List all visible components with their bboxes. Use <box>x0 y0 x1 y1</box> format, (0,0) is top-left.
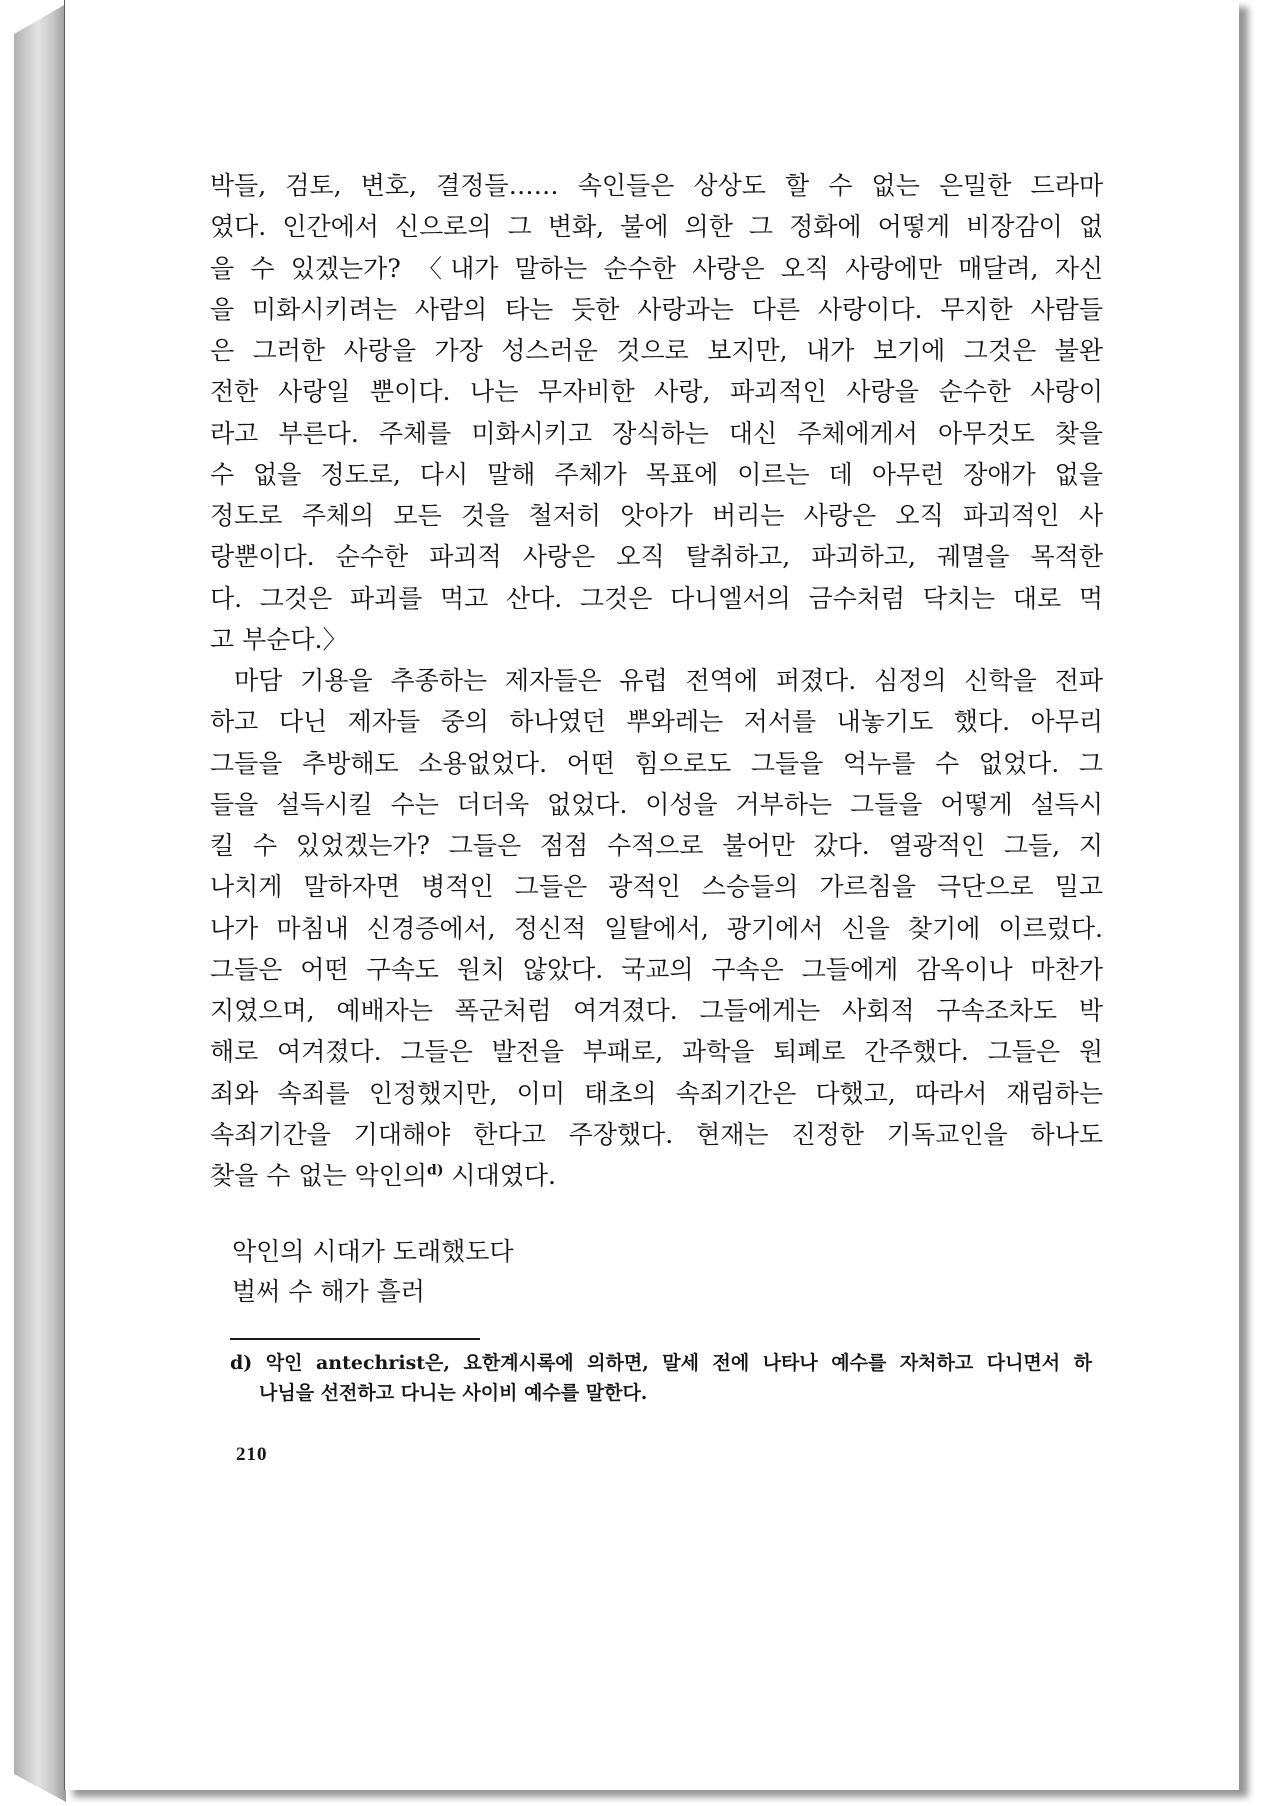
text-line: 박들, 검토, 변호, 결정들…… 속인들은 상상도 할 수 없는 은밀한 드라마 <box>210 171 1103 200</box>
text-line <box>210 1155 1103 1196</box>
text-segment: 시대였다. <box>443 1161 556 1190</box>
verse-line: 악인의 시대가 도래했도다 <box>232 1237 514 1266</box>
footnote-label: d) <box>230 1352 253 1374</box>
text-line: 전한 사랑일 뿐이다. 나는 무자비한 사랑, 파괴적인 사랑을 순수한 사랑이 <box>210 377 1103 407</box>
text-line: 지였으며, 예배자는 폭군처럼 여겨졌다. 그들에게는 사회적 구속조차도 박 <box>210 996 1103 1025</box>
verse-line: 벌써 수 해가 흘러 <box>232 1277 425 1306</box>
text-line: 해로 여겨졌다. 그들은 발전을 부패로, 과학을 퇴폐로 간주했다. 그들은 원 <box>210 1037 1103 1067</box>
text-line: 라고 부른다. 주체를 미화시키고 장식하는 대신 주체에게서 아무것도 찾을 <box>210 418 1103 448</box>
body-text <box>210 165 1103 1196</box>
text-line: 마담 기용을 추종하는 제자들은 유럽 전역에 퍼졌다. 심정의 신학을 전파 <box>234 666 1103 695</box>
text-line: 정도로 주체의 모든 것을 철저히 앗아가 버리는 사랑은 오직 파괴적인 사 <box>210 501 1103 530</box>
page-number: 210 <box>236 1444 268 1465</box>
text-line: 죄와 속죄를 인정했지만, 이미 태초의 속죄기간은 다했고, 따라서 재림하는 <box>210 1078 1103 1108</box>
text-line: 을 미화시키려는 사람의 타는 듯한 사랑과는 다른 사랑이다. 무지한 사람들 <box>210 294 1103 324</box>
text-line: 나가 마침내 신경증에서, 정신적 일탈에서, 광기에서 신을 찾기에 이르렀다. <box>210 913 1103 943</box>
text-line: 하고 다닌 제자들 중의 하나였던 뿌와레는 저서를 내놓기도 했다. 아무리 <box>210 707 1103 737</box>
text-line: 수 없을 정도로, 다시 말해 주체가 목표에 이르는 데 아무런 장애가 없을 <box>210 459 1103 489</box>
text-line: 속죄기간을 기대해야 한다고 주장했다. 현재는 진정한 기독교인을 하나도 <box>210 1119 1103 1149</box>
text-line: 들을 설득시킬 수는 더더욱 없었다. 이성을 거부하는 그들을 어떻게 설득시 <box>210 789 1103 819</box>
footnote-text: 악인 antechrist은, 요한계시록에 의하면, 말세 전에 나타나 예수를 자처하고 다니면서 하 <box>265 1352 1092 1374</box>
text-line: 그들은 어떤 구속도 원치 않았다. 국교의 구속은 그들에게 감옥이나 마찬가 <box>210 954 1103 984</box>
text-line: 나치게 말하자면 병적인 그들은 광적인 스승들의 가르침을 극단으로 밀고 <box>210 872 1103 902</box>
book-spine-edge <box>0 0 66 1806</box>
text-line: 은 그러한 사랑을 가장 성스러운 것으로 보지만, 내가 보기에 그것은 불완 <box>210 336 1103 365</box>
footnote-line: 나님을 선전하고 다니는 사이비 예수를 말한다. <box>259 1382 648 1404</box>
text-line: 랑뿐이다. 순수한 파괴적 사랑은 오직 탈취하고, 파괴하고, 궤멸을 목적한 <box>210 542 1103 572</box>
verse-block <box>232 1232 514 1312</box>
footnote-reference: d) <box>427 1162 444 1179</box>
text-line: 다. 그것은 파괴를 먹고 산다. 그것은 다니엘서의 금수처럼 닥치는 대로 먹 <box>210 583 1103 613</box>
footnote-rule <box>230 1338 480 1340</box>
text-line: 그들을 추방해도 소용없었다. 어떤 힘으로도 그들을 억누를 수 없었다. 그 <box>210 748 1103 778</box>
paragraph <box>210 660 1103 1196</box>
text-line: 을 수 있겠는가? 〈내가 말하는 순수한 사랑은 오직 사랑에만 매달려, 자신 <box>210 253 1103 283</box>
text-segment: 찾을 수 없는 악인의 <box>210 1161 428 1190</box>
paragraph <box>210 165 1103 660</box>
text-line: 킬 수 있었겠는가? 그들은 점점 수적으로 불어만 갔다. 열광적인 그들, 지 <box>210 831 1103 860</box>
text-line: 였다. 인간에서 신으로의 그 변화, 불에 의한 그 정화에 어떻게 비장감이 없 <box>210 212 1103 242</box>
text-line: 고 부순다.〉 <box>210 624 348 654</box>
footnote-line <box>230 1348 1092 1378</box>
footnote <box>230 1348 1092 1408</box>
